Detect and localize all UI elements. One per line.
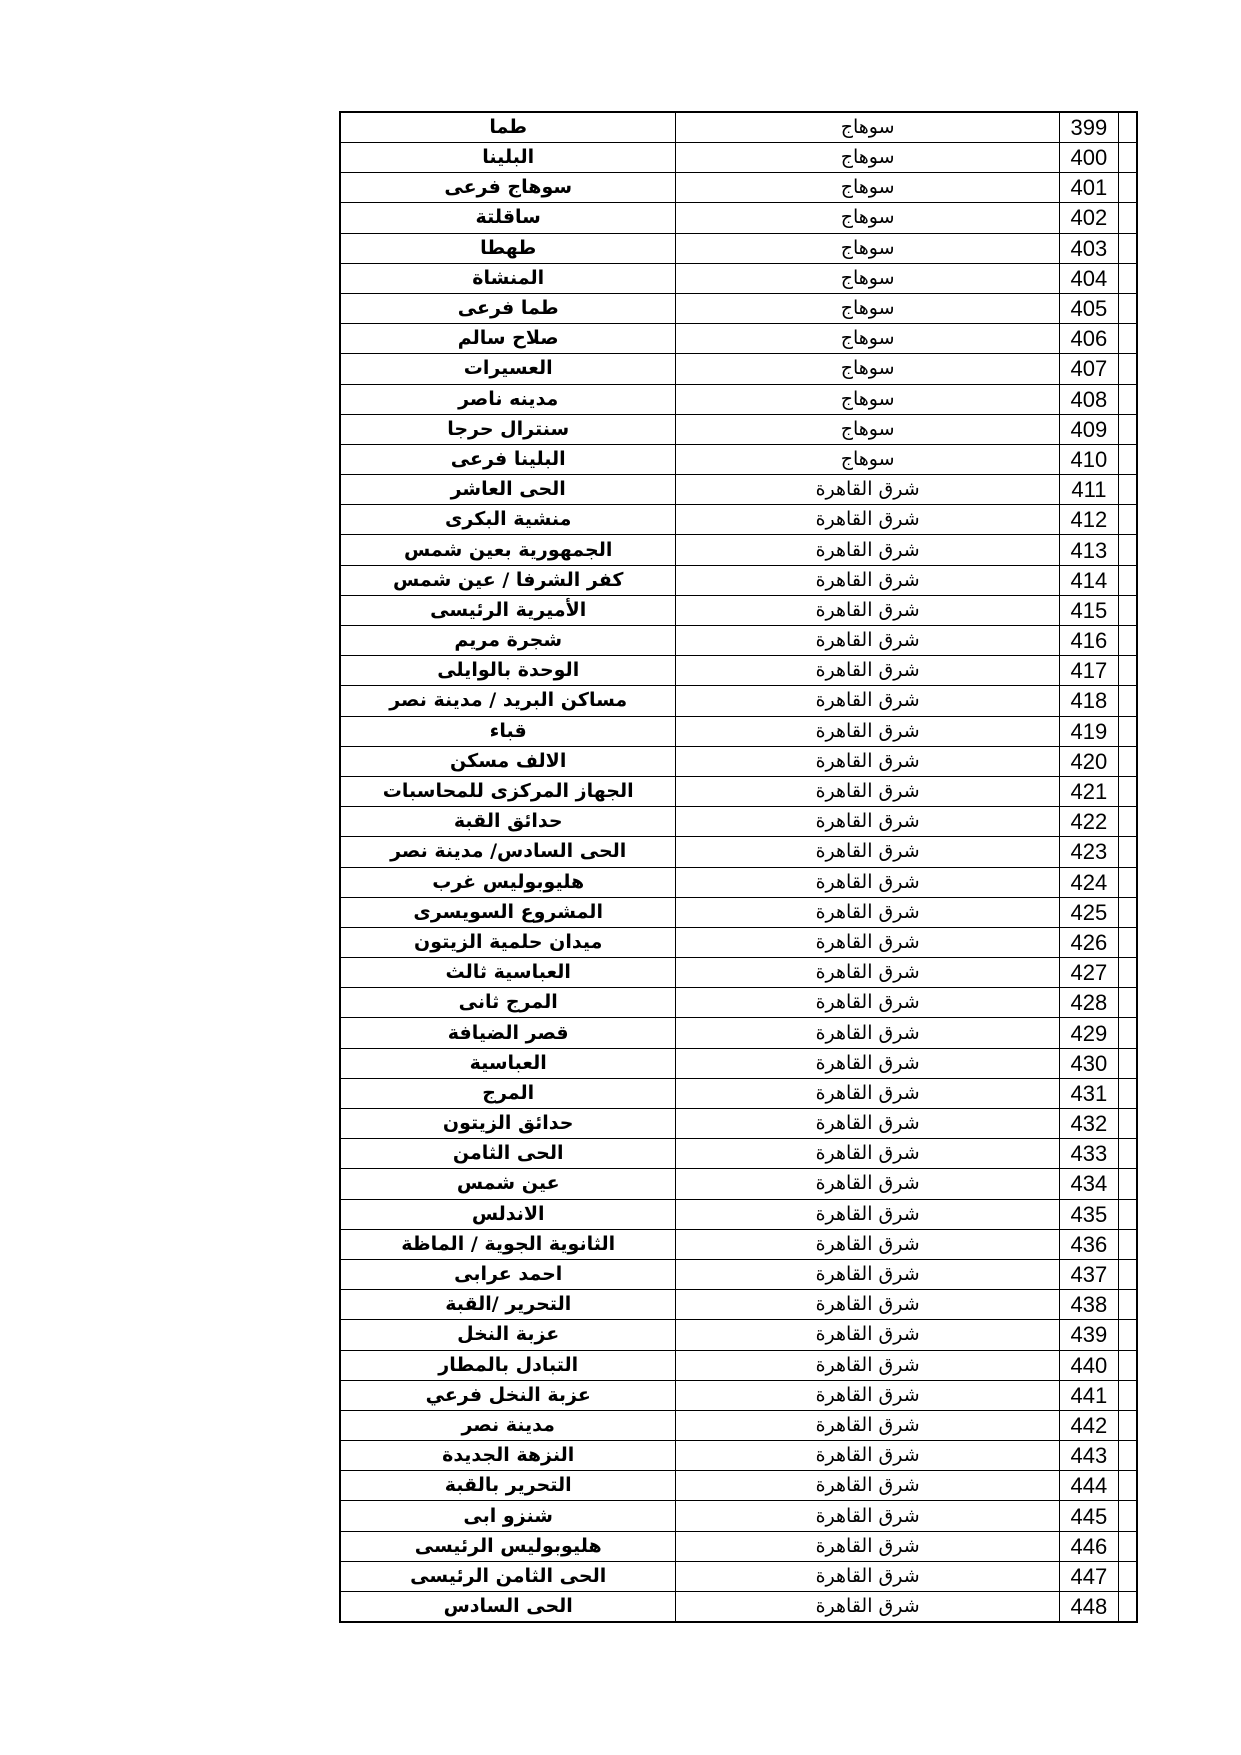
region-cell: شرق القاهرة [676, 626, 1059, 656]
row-number-cell: 404 [1059, 263, 1118, 293]
row-number-cell: 409 [1059, 414, 1118, 444]
row-number-cell: 403 [1059, 233, 1118, 263]
row-number-cell: 423 [1059, 837, 1118, 867]
branch-name-cell: شجرة مريم [340, 626, 676, 656]
region-cell: شرق القاهرة [676, 1078, 1059, 1108]
region-cell: شرق القاهرة [676, 1380, 1059, 1410]
table-row [340, 324, 1137, 354]
empty-cell [1118, 958, 1137, 988]
row-number-cell: 425 [1059, 897, 1118, 927]
region-cell: شرق القاهرة [676, 716, 1059, 746]
branch-name-cell: عين شمس [340, 1169, 676, 1199]
row-number-cell: 419 [1059, 716, 1118, 746]
empty-cell [1118, 475, 1137, 505]
region-cell: سوهاج [676, 324, 1059, 354]
empty-cell [1118, 173, 1137, 203]
table-row [340, 233, 1137, 263]
empty-cell [1118, 1169, 1137, 1199]
region-cell: سوهاج [676, 173, 1059, 203]
branch-name-cell: النزهة الجديدة [340, 1441, 676, 1471]
table-row [340, 112, 1137, 143]
empty-cell [1118, 1018, 1137, 1048]
empty-cell [1118, 1561, 1137, 1591]
region-cell: شرق القاهرة [676, 867, 1059, 897]
empty-cell [1118, 837, 1137, 867]
table-row [340, 837, 1137, 867]
branch-name-cell: سوهاج فرعى [340, 173, 676, 203]
row-number-cell: 432 [1059, 1109, 1118, 1139]
branch-name-cell: التبادل بالمطار [340, 1350, 676, 1380]
row-number-cell: 415 [1059, 595, 1118, 625]
row-number-cell: 401 [1059, 173, 1118, 203]
table-row [340, 1531, 1137, 1561]
branch-name-cell: حدائق الزيتون [340, 1109, 676, 1139]
branch-name-cell: العباسية [340, 1048, 676, 1078]
branch-name-cell: احمد عرابى [340, 1259, 676, 1289]
table-row [340, 656, 1137, 686]
region-cell: شرق القاهرة [676, 1229, 1059, 1259]
branch-name-cell: التحرير بالقبة [340, 1471, 676, 1501]
table-row [340, 776, 1137, 806]
table-body [340, 112, 1137, 1622]
branch-name-cell: طما فرعى [340, 293, 676, 323]
table-row [340, 1501, 1137, 1531]
branch-name-cell: مدينه ناصر [340, 384, 676, 414]
empty-cell [1118, 384, 1137, 414]
row-number-cell: 448 [1059, 1592, 1118, 1623]
empty-cell [1118, 1350, 1137, 1380]
region-cell: شرق القاهرة [676, 1350, 1059, 1380]
row-number-cell: 440 [1059, 1350, 1118, 1380]
branch-name-cell: قباء [340, 716, 676, 746]
region-cell: سوهاج [676, 293, 1059, 323]
row-number-cell: 426 [1059, 927, 1118, 957]
branch-name-cell: الجهاز المركزى للمحاسبات [340, 776, 676, 806]
table-row [340, 444, 1137, 474]
row-number-cell: 407 [1059, 354, 1118, 384]
row-number-cell: 418 [1059, 686, 1118, 716]
empty-cell [1118, 535, 1137, 565]
table-row [340, 173, 1137, 203]
branch-name-cell: قصر الضيافة [340, 1018, 676, 1048]
row-number-cell: 442 [1059, 1410, 1118, 1440]
branch-name-cell: الأميرية الرئيسى [340, 595, 676, 625]
region-cell: شرق القاهرة [676, 1259, 1059, 1289]
region-cell: شرق القاهرة [676, 1471, 1059, 1501]
empty-cell [1118, 1501, 1137, 1531]
table-row [340, 897, 1137, 927]
table-row [340, 1199, 1137, 1229]
branch-name-cell: ميدان حلمية الزيتون [340, 927, 676, 957]
row-number-cell: 446 [1059, 1531, 1118, 1561]
empty-cell [1118, 988, 1137, 1018]
empty-cell [1118, 1199, 1137, 1229]
table-row [340, 1320, 1137, 1350]
empty-cell [1118, 1410, 1137, 1440]
empty-cell [1118, 1078, 1137, 1108]
branch-name-cell: العباسية ثالث [340, 958, 676, 988]
region-cell: شرق القاهرة [676, 1561, 1059, 1591]
region-cell: شرق القاهرة [676, 1592, 1059, 1623]
table-row [340, 1592, 1137, 1623]
branch-name-cell: صلاح سالم [340, 324, 676, 354]
row-number-cell: 429 [1059, 1018, 1118, 1048]
row-number-cell: 421 [1059, 776, 1118, 806]
table-row [340, 927, 1137, 957]
region-cell: شرق القاهرة [676, 988, 1059, 1018]
row-number-cell: 408 [1059, 384, 1118, 414]
row-number-cell: 438 [1059, 1290, 1118, 1320]
row-number-cell: 417 [1059, 656, 1118, 686]
empty-cell [1118, 1290, 1137, 1320]
region-cell: سوهاج [676, 444, 1059, 474]
branch-name-cell: الاندلس [340, 1199, 676, 1229]
row-number-cell: 411 [1059, 475, 1118, 505]
region-cell: سوهاج [676, 143, 1059, 173]
branch-name-cell: شنزو ابى [340, 1501, 676, 1531]
row-number-cell: 439 [1059, 1320, 1118, 1350]
table-row [340, 1441, 1137, 1471]
row-number-cell: 405 [1059, 293, 1118, 323]
empty-cell [1118, 565, 1137, 595]
row-number-cell: 435 [1059, 1199, 1118, 1229]
region-cell: سوهاج [676, 384, 1059, 414]
empty-cell [1118, 1259, 1137, 1289]
row-number-cell: 445 [1059, 1501, 1118, 1531]
table-row [340, 867, 1137, 897]
region-cell: شرق القاهرة [676, 1018, 1059, 1048]
region-cell: شرق القاهرة [676, 958, 1059, 988]
empty-cell [1118, 1048, 1137, 1078]
table-row [340, 1410, 1137, 1440]
branch-name-cell: طما [340, 112, 676, 143]
empty-cell [1118, 1531, 1137, 1561]
branch-name-cell: البلينا فرعى [340, 444, 676, 474]
branch-name-cell: مدينة نصر [340, 1410, 676, 1440]
empty-cell [1118, 867, 1137, 897]
table-row [340, 1350, 1137, 1380]
table-row [340, 716, 1137, 746]
row-number-cell: 433 [1059, 1139, 1118, 1169]
table-row [340, 1018, 1137, 1048]
branch-name-cell: منشية البكرى [340, 505, 676, 535]
empty-cell [1118, 897, 1137, 927]
row-number-cell: 416 [1059, 626, 1118, 656]
row-number-cell: 437 [1059, 1259, 1118, 1289]
branch-name-cell: الحى العاشر [340, 475, 676, 505]
row-number-cell: 428 [1059, 988, 1118, 1018]
row-number-cell: 400 [1059, 143, 1118, 173]
branches-table [339, 111, 1138, 1623]
region-cell: شرق القاهرة [676, 1501, 1059, 1531]
row-number-cell: 406 [1059, 324, 1118, 354]
region-cell: شرق القاهرة [676, 505, 1059, 535]
region-cell: شرق القاهرة [676, 1441, 1059, 1471]
branch-name-cell: الحى السادس/ مدينة نصر [340, 837, 676, 867]
empty-cell [1118, 233, 1137, 263]
empty-cell [1118, 927, 1137, 957]
table-row [340, 1471, 1137, 1501]
region-cell: شرق القاهرة [676, 1048, 1059, 1078]
branch-name-cell: العسيرات [340, 354, 676, 384]
empty-cell [1118, 293, 1137, 323]
empty-cell [1118, 807, 1137, 837]
region-cell: شرق القاهرة [676, 776, 1059, 806]
row-number-cell: 422 [1059, 807, 1118, 837]
branch-name-cell: مساكن البريد / مدينة نصر [340, 686, 676, 716]
empty-cell [1118, 354, 1137, 384]
row-number-cell: 414 [1059, 565, 1118, 595]
table-row [340, 1259, 1137, 1289]
empty-cell [1118, 1109, 1137, 1139]
row-number-cell: 424 [1059, 867, 1118, 897]
region-cell: شرق القاهرة [676, 595, 1059, 625]
table-row [340, 505, 1137, 535]
table-row [340, 1290, 1137, 1320]
empty-cell [1118, 263, 1137, 293]
branch-name-cell: طهطا [340, 233, 676, 263]
empty-cell [1118, 686, 1137, 716]
table-row [340, 414, 1137, 444]
table-row [340, 595, 1137, 625]
region-cell: سوهاج [676, 414, 1059, 444]
empty-cell [1118, 112, 1137, 143]
region-cell: شرق القاهرة [676, 807, 1059, 837]
empty-cell [1118, 203, 1137, 233]
branch-name-cell: ساقلتة [340, 203, 676, 233]
row-number-cell: 431 [1059, 1078, 1118, 1108]
region-cell: شرق القاهرة [676, 897, 1059, 927]
region-cell: شرق القاهرة [676, 1109, 1059, 1139]
branch-name-cell: الالف مسكن [340, 746, 676, 776]
table-row [340, 1109, 1137, 1139]
table-row [340, 1380, 1137, 1410]
table-row [340, 1139, 1137, 1169]
empty-cell [1118, 716, 1137, 746]
region-cell: شرق القاهرة [676, 1290, 1059, 1320]
table-row [340, 143, 1137, 173]
table-row [340, 958, 1137, 988]
empty-cell [1118, 595, 1137, 625]
region-cell: شرق القاهرة [676, 535, 1059, 565]
empty-cell [1118, 776, 1137, 806]
empty-cell [1118, 1229, 1137, 1259]
branch-name-cell: الحى الثامن [340, 1139, 676, 1169]
region-cell: شرق القاهرة [676, 686, 1059, 716]
empty-cell [1118, 626, 1137, 656]
empty-cell [1118, 1380, 1137, 1410]
region-cell: شرق القاهرة [676, 1169, 1059, 1199]
region-cell: شرق القاهرة [676, 475, 1059, 505]
table-row [340, 1169, 1137, 1199]
empty-cell [1118, 505, 1137, 535]
row-number-cell: 430 [1059, 1048, 1118, 1078]
region-cell: شرق القاهرة [676, 1410, 1059, 1440]
table-row [340, 475, 1137, 505]
empty-cell [1118, 746, 1137, 776]
region-cell: شرق القاهرة [676, 837, 1059, 867]
branch-name-cell: كفر الشرفا / عين شمس [340, 565, 676, 595]
branch-name-cell: عزبة النخل [340, 1320, 676, 1350]
table-row [340, 1048, 1137, 1078]
branch-name-cell: التحرير /القبة [340, 1290, 676, 1320]
table-row [340, 535, 1137, 565]
table-row [340, 354, 1137, 384]
table-row [340, 263, 1137, 293]
table-row [340, 1229, 1137, 1259]
branch-name-cell: عزبة النخل فرعي [340, 1380, 676, 1410]
empty-cell [1118, 444, 1137, 474]
region-cell: شرق القاهرة [676, 746, 1059, 776]
branch-name-cell: المنشاة [340, 263, 676, 293]
branch-name-cell: حدائق القبة [340, 807, 676, 837]
table-row [340, 686, 1137, 716]
branch-name-cell: الحى السادس [340, 1592, 676, 1623]
region-cell: شرق القاهرة [676, 1139, 1059, 1169]
empty-cell [1118, 1139, 1137, 1169]
region-cell: شرق القاهرة [676, 1199, 1059, 1229]
row-number-cell: 413 [1059, 535, 1118, 565]
row-number-cell: 444 [1059, 1471, 1118, 1501]
region-cell: سوهاج [676, 263, 1059, 293]
row-number-cell: 436 [1059, 1229, 1118, 1259]
region-cell: شرق القاهرة [676, 927, 1059, 957]
branch-name-cell: الثانوية الجوية / الماظة [340, 1229, 676, 1259]
row-number-cell: 410 [1059, 444, 1118, 474]
branch-name-cell: هليوبوليس الرئيسى [340, 1531, 676, 1561]
branch-name-cell: البلينا [340, 143, 676, 173]
table-row [340, 746, 1137, 776]
table-row [340, 384, 1137, 414]
empty-cell [1118, 143, 1137, 173]
table-row [340, 1561, 1137, 1591]
region-cell: سوهاج [676, 354, 1059, 384]
row-number-cell: 402 [1059, 203, 1118, 233]
table-row [340, 565, 1137, 595]
row-number-cell: 420 [1059, 746, 1118, 776]
region-cell: شرق القاهرة [676, 565, 1059, 595]
row-number-cell: 412 [1059, 505, 1118, 535]
branch-name-cell: المرج ثانى [340, 988, 676, 1018]
table-row [340, 988, 1137, 1018]
empty-cell [1118, 1320, 1137, 1350]
empty-cell [1118, 1592, 1137, 1623]
row-number-cell: 441 [1059, 1380, 1118, 1410]
table-row [340, 626, 1137, 656]
region-cell: شرق القاهرة [676, 1320, 1059, 1350]
empty-cell [1118, 324, 1137, 354]
branch-name-cell: المشروع السويسرى [340, 897, 676, 927]
row-number-cell: 434 [1059, 1169, 1118, 1199]
row-number-cell: 399 [1059, 112, 1118, 143]
branch-name-cell: هليوبوليس غرب [340, 867, 676, 897]
row-number-cell: 443 [1059, 1441, 1118, 1471]
table-row [340, 807, 1137, 837]
empty-cell [1118, 1471, 1137, 1501]
row-number-cell: 447 [1059, 1561, 1118, 1591]
empty-cell [1118, 656, 1137, 686]
branch-name-cell: المرج [340, 1078, 676, 1108]
region-cell: سوهاج [676, 203, 1059, 233]
region-cell: شرق القاهرة [676, 1531, 1059, 1561]
empty-cell [1118, 414, 1137, 444]
branch-name-cell: سنترال حرجا [340, 414, 676, 444]
table-row [340, 1078, 1137, 1108]
empty-cell [1118, 1441, 1137, 1471]
row-number-cell: 427 [1059, 958, 1118, 988]
branch-name-cell: الحى الثامن الرئيسى [340, 1561, 676, 1591]
table-row [340, 293, 1137, 323]
region-cell: سوهاج [676, 112, 1059, 143]
branch-name-cell: الوحدة بالوايلى [340, 656, 676, 686]
region-cell: سوهاج [676, 233, 1059, 263]
region-cell: شرق القاهرة [676, 656, 1059, 686]
table-row [340, 203, 1137, 233]
branch-name-cell: الجمهورية بعين شمس [340, 535, 676, 565]
